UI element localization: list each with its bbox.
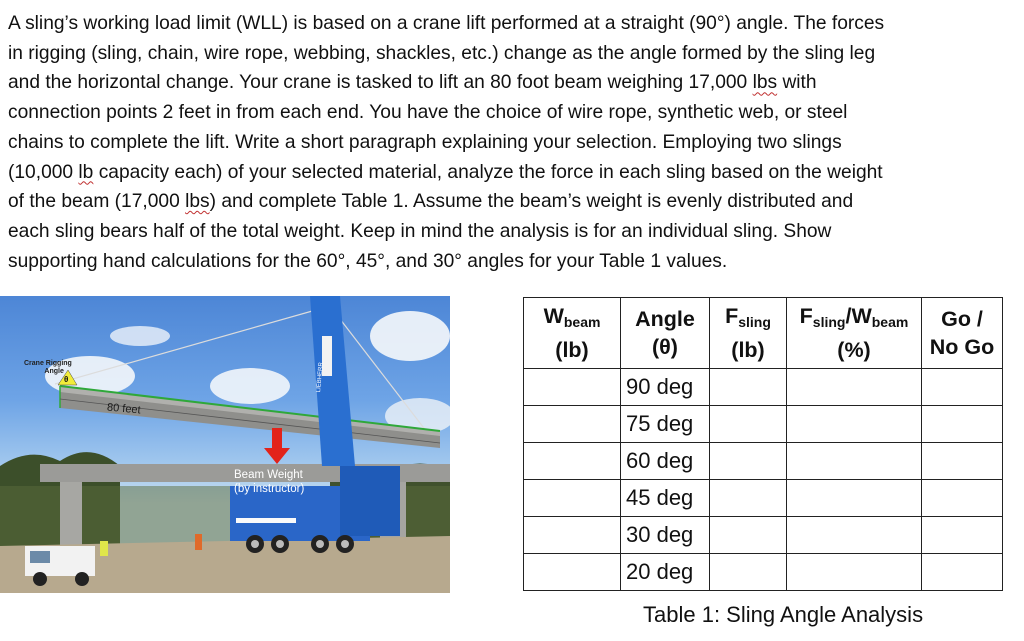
line-1: A sling’s working load limit (WLL) is based on a crane lift performed at a straight (90°) angle. The forces <box>8 13 885 34</box>
line-8: each sling bears half of the total weight. Keep in mind the analysis is for an individual sling. Show <box>8 220 832 242</box>
header-go-unit: No Go <box>929 335 995 359</box>
cell-fsling[interactable] <box>710 443 787 480</box>
cell-go[interactable] <box>922 480 1003 517</box>
beam-weight-line-2: (by instructor) <box>234 483 305 495</box>
cell-go[interactable] <box>922 517 1003 554</box>
cell-go[interactable] <box>922 369 1003 406</box>
instructions-paragraph <box>8 9 1013 276</box>
cell-go[interactable] <box>922 406 1003 443</box>
header-ratio-w: /W <box>845 304 872 328</box>
cell-angle: 45 deg <box>621 480 710 517</box>
line-6-text: (10,000 <box>8 161 79 183</box>
crane-lift-photo <box>0 296 450 593</box>
header-wbeam-main: W <box>543 304 564 328</box>
table-row <box>524 369 1003 406</box>
header-go-main: Go / <box>941 307 983 331</box>
cell-ratio[interactable] <box>787 369 922 406</box>
header-fsling <box>710 298 787 369</box>
header-fsling-unit: (lb) <box>731 338 765 362</box>
cell-ratio[interactable] <box>787 480 922 517</box>
spell-lbs-2: lbs <box>185 191 210 213</box>
cell-angle: 75 deg <box>621 406 710 443</box>
cell-wbeam[interactable] <box>524 406 621 443</box>
header-ratio-unit: (%) <box>837 338 871 362</box>
cell-fsling[interactable] <box>710 554 787 591</box>
header-ratio-beam: beam <box>871 314 909 330</box>
header-wbeam-unit: (lb) <box>555 338 589 362</box>
header-ratio <box>787 298 922 369</box>
rigging-label <box>24 360 72 376</box>
rigging-label-line-1: Crane Rigging <box>24 360 72 367</box>
header-fsling-sub: sling <box>738 314 771 330</box>
sling-angle-table <box>523 297 1003 591</box>
rigging-label-line-2: Angle <box>44 368 64 375</box>
header-wbeam-sub: beam <box>563 314 601 330</box>
beam-weight-line-1: Beam Weight <box>234 469 303 481</box>
header-angle <box>621 298 710 369</box>
cell-angle: 90 deg <box>621 369 710 406</box>
line-7-end: ) and complete Table 1. Assume the beam’s weight is evenly distributed and <box>209 191 854 213</box>
theta-marker: θ <box>64 375 69 384</box>
cell-fsling[interactable] <box>710 517 787 554</box>
cell-go[interactable] <box>922 443 1003 480</box>
line-5: chains to complete the lift. Write a short paragraph explaining your selection. Employing two slings <box>8 131 842 153</box>
cell-fsling[interactable] <box>710 406 787 443</box>
line-2: in rigging (sling, chain, wire rope, webbing, shackles, etc.) change as the angle formed by the sling leg <box>8 42 876 64</box>
cell-wbeam[interactable] <box>524 443 621 480</box>
cell-ratio[interactable] <box>787 554 922 591</box>
line-7-text: of the beam (17,000 <box>8 191 186 213</box>
table-row <box>524 480 1003 517</box>
table-row <box>524 554 1003 591</box>
cell-ratio[interactable] <box>787 406 922 443</box>
line-9: supporting hand calculations for the 60°, 45°, and 30° angles for your Table 1 values. <box>8 250 728 272</box>
cell-angle: 20 deg <box>621 554 710 591</box>
line-6 <box>8 158 1013 188</box>
cell-angle: 30 deg <box>621 517 710 554</box>
table-header-row <box>524 298 1003 369</box>
cell-ratio[interactable] <box>787 517 922 554</box>
header-angle-main: Angle <box>635 307 695 331</box>
header-go-nogo <box>922 298 1003 369</box>
cell-go[interactable] <box>922 554 1003 591</box>
cell-wbeam[interactable] <box>524 369 621 406</box>
crane-illustration <box>0 296 450 593</box>
line-3 <box>8 68 1013 98</box>
beam-length-label: 80 feet <box>106 401 142 417</box>
line-7 <box>8 187 1013 217</box>
header-ratio-sling: sling <box>812 314 846 330</box>
table-row <box>524 517 1003 554</box>
beam-weight-label <box>234 468 304 496</box>
crane-brand-text: LIEBHERR <box>316 362 325 393</box>
table-row <box>524 406 1003 443</box>
header-angle-unit: (θ) <box>652 335 678 359</box>
cell-wbeam[interactable] <box>524 517 621 554</box>
header-fsling-main: F <box>725 304 739 328</box>
line-6-end: capacity each) of your selected material, analyze the force in each sling based on the weight <box>93 161 883 183</box>
cell-angle: 60 deg <box>621 443 710 480</box>
table-row <box>524 443 1003 480</box>
header-ratio-f: F <box>799 304 813 328</box>
table-caption: Table 1: Sling Angle Analysis <box>643 602 924 627</box>
header-wbeam <box>524 298 621 369</box>
line-3-end: with <box>777 72 817 94</box>
cell-fsling[interactable] <box>710 369 787 406</box>
spell-lbs: lbs <box>752 72 778 94</box>
cell-fsling[interactable] <box>710 480 787 517</box>
cell-wbeam[interactable] <box>524 480 621 517</box>
line-4: connection points 2 feet in from each end. You have the choice of wire rope, synthetic web, or steel <box>8 102 848 124</box>
cell-wbeam[interactable] <box>524 554 621 591</box>
spell-lb: lb <box>78 161 94 183</box>
line-3-text: and the horizontal change. Your crane is tasked to lift an 80 foot beam weighing 17,000 <box>8 72 753 94</box>
cell-ratio[interactable] <box>787 443 922 480</box>
